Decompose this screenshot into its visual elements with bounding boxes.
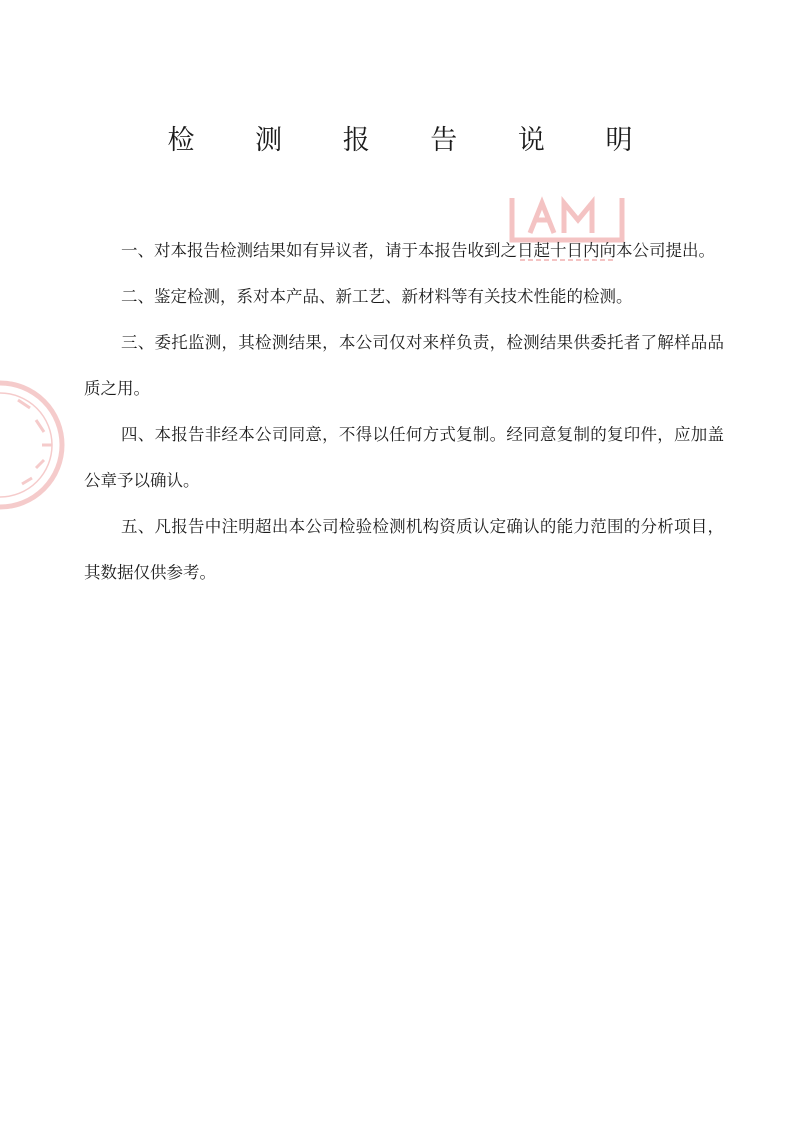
- notice-list: [84, 228, 724, 596]
- page-title: 检 测 报 告 说 明: [167, 125, 659, 156]
- notice-item-5: 五、凡报告中注明超出本公司检验检测机构资质认定确认的能力范围的分析项目，其数据仅供参考。: [84, 517, 724, 582]
- notice-item-1: 一、对本报告检测结果如有异议者，请于本报告收到之日起十日内向本公司提出。: [121, 241, 715, 260]
- notice-item-4: 四、本报告非经本公司同意，不得以任何方式复制。经同意复制的复印件，应加盖公章予以确认。: [84, 425, 724, 490]
- notice-item-3: 三、委托监测，其检测结果，本公司仅对来样负责，检测结果供委托者了解样品品质之用。: [84, 333, 724, 398]
- notice-item-2: 二、鉴定检测，系对本产品、新工艺、新材料等有关技术性能的检测。: [121, 287, 633, 306]
- company-seal-icon: [0, 360, 70, 530]
